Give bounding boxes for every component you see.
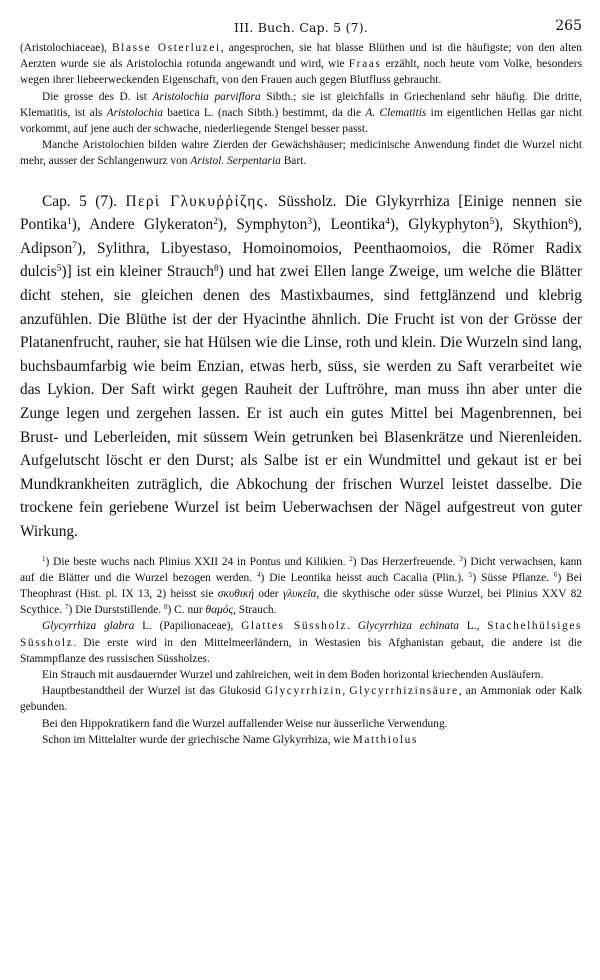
- paragraph-grosse: Die grosse des D. ist Aristolochia parviflora Sibth.; sie ist gleichfalls in Griechenland sehr häufig. Die dritte, Klematitis, ist als Aristolochia baetica L. (nach Sibth.) bestimmt, da die A. Clematitis im eigentlichen Hellas gar nicht vorkommt, auf jene auch der schwache, niederliegende Stengel besser passt.: [20, 90, 583, 136]
- top-commentary: [20, 40, 582, 170]
- commentary-glycyrrhiza: Glycyrrhiza glabra L. (Papilionaceae), Glattes Süssholz. Glycyrrhiza echinata L., Stachelhülsiges Süssholz. Die erste wird in den Mittelmeerländern, in Westasien bis Afghanistan gebaut, die andere ist die Stammpflanze des russischen Süssholzes.: [20, 620, 583, 665]
- chapter-paragraph: Cap. 5 (7). Περὶ Γλυκυῤῥίζης. Süssholz. Die Glykyrrhiza [Einige nennen sie Pontika$^1$), Andere Glykeraton$^2$), Symphyton$^3$), Leontika$^4$), Glykyphyton$^5$), Skythion$^6$), Adipson$^7$), Sylithra, Libyestaso, Homoinomoios, Peenthaomoios, die Römer Radix dulcis$^5$)] ist ein kleiner Strauch$^8$) und hat zwei Ellen lange Zweige, um welche die Blätter dicht stehen, sie gleichen denen des Mastixbaumes, sind fettglänzend und klebrig anzufühlen. Die Blüthe ist der der Hyacinthe ähnlich. Die Frucht ist von der Grösse der Platanenfrucht, rauher, sie hat Hülsen wie die Linse, roth und klein. Die Wurzeln sind lang, buchsbaumfarbig wie beim Enzian, etwas herb, süss, sie werden zu Saft verarbeitet wie das Lykion. Der Saft wirkt gegen Rauheit der Luftröhre, man muss ihn aber unter die Zunge legen und zergehen lassen. Er ist auch ein gutes Mittel bei Magenbrennen, bei Brust- und Leberleiden, mit süssem Wein getrunken bei Blasenkrätze und Nierenleiden. Aufgelutscht löscht er den Durst; als Salbe ist er ein Wundmittel und gekaut ist er bei Mundkrankheiten zuträglich, die Abkochung der frischen Wurzel leistet dasselbe. Die trockene fein geriebene Wurzel ist beim Ueberwachsen der Nägel aufgestreut von guter Wirkung.: [20, 192, 582, 540]
- paragraph-aristolochiaceae: (Aristolochiaceae), Blasse Osterluzei, angesprochen, sie hat blasse Blüthen und ist die häufigste; von den alten Aerzten wurde sie als Aristolochia rotunda angewandt und wird, wie Fraas erzählt, noch heute vom Volke, besonders wegen ihrer liebeerweckenden Eigenschaft, von den Frauen auch gegen Blutfluss gebraucht.: [20, 42, 583, 87]
- footnotes: [20, 554, 582, 748]
- commentary-hippokratiker: Bei den Hippokratikern fand die Wurzel auffallender Weise nur äusserliche Verwendung.: [42, 717, 448, 730]
- commentary-strauch: Ein Strauch mit ausdauernder Wurzel und zahlreichen, weit in dem Boden horizontal kriechenden Ausläufern.: [42, 668, 544, 681]
- paragraph-manche: Manche Aristolochien bilden wahre Zierden der Gewächshäuser; medicinische Anwendung findet die Wurzel nicht mehr, ausser der Schlangenwurz von Aristol. Serpentaria Bart.: [20, 139, 582, 168]
- page-number: 265: [555, 18, 582, 34]
- commentary-hauptbestandtheil: Hauptbestandtheil der Wurzel ist das Glukosid Glycyrrhizin, Glycyrrhizinsäure, an Ammoniak oder Kalk gebunden.: [20, 685, 583, 714]
- running-title: III. Buch. Cap. 5 (7).: [234, 20, 368, 35]
- chapter-number: Cap. 5 (7).: [42, 192, 117, 210]
- commentary-mittelalter: Schon im Mittelalter wurde der griechische Name Glykyrrhiza, wie Matthiolus: [42, 733, 418, 746]
- main-text: [20, 190, 582, 544]
- greek-title: Περὶ Γλυκυῤῥίζης.: [125, 192, 270, 210]
- page: [20, 16, 582, 748]
- footnote-block: $^1$) Die beste wuchs nach Plinius XXII 24 in Pontus und Kilikien. $^2$) Das Herzerfreuende. $^3$) Dicht verwachsen, kann auf die Blätter und die Wurzel bezogen werden. $^4$) Die Leontika heisst auch Cacalia (Plin.). $^5$) Süsse Pflanze. $^6$) Bei Theophrast (Hist. pl. IX 13, 2) heisst sie σκυθική oder γλυκεῖα, die skythische oder süsse Wurzel, bei Plinius XXV 82 Scythice. $^7$) Die Durststillende. $^8$) C. nur θαμός, Strauch.: [20, 554, 582, 617]
- running-header: [20, 16, 582, 40]
